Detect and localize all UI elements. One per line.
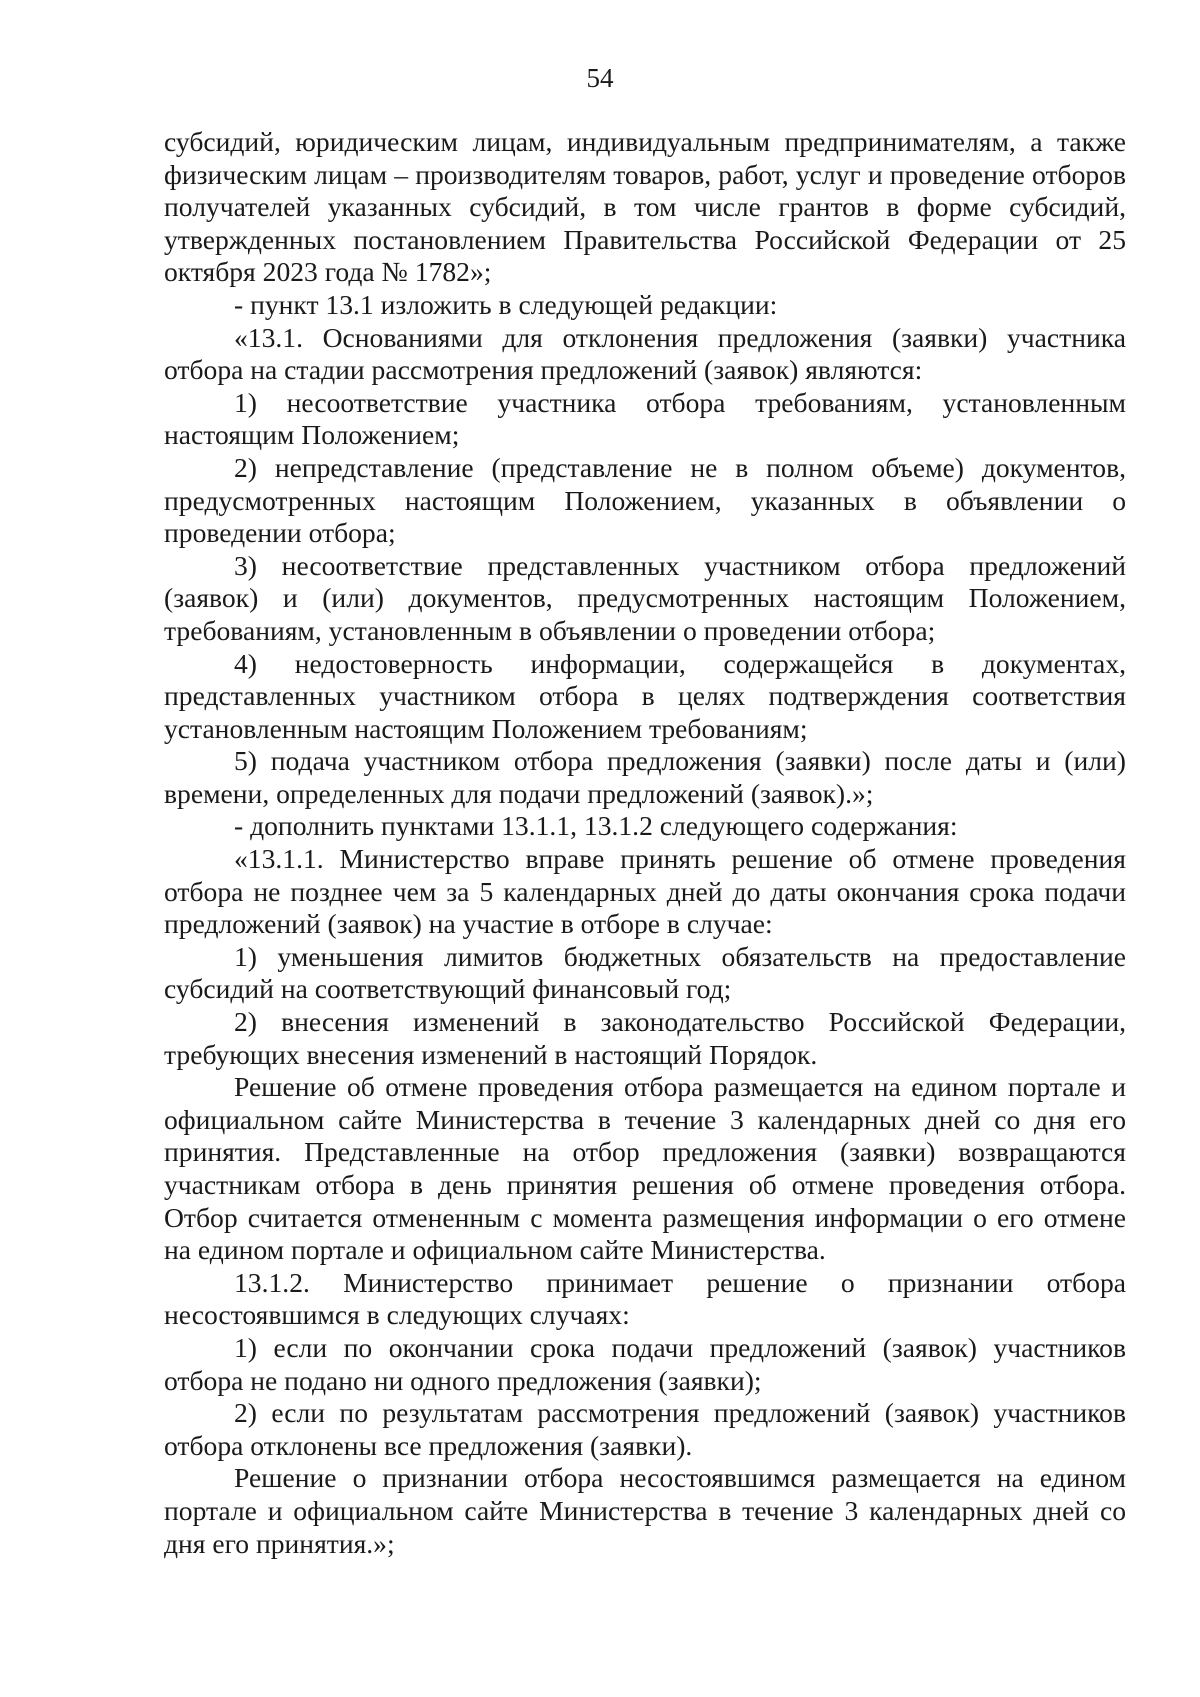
list-item: 1) если по окончании срока подачи предложений (заявок) участников отбора не подано ни одного предложения (заявки); (164, 1331, 1126, 1396)
list-item: 2) внесения изменений в законодательство Российской Федерации, требующих внесения изменений в настоящий Порядок. (164, 1006, 1126, 1070)
paragraph: Решение об отмене проведения отбора размещается на едином портале и официальном сайте Министерства в течение 3 календарных дней со дня его принятия. Представленные на отбор предложения (заявки) возвращаются участникам отбора в день принятия решения об отмене проведения отбора. Отбор считается отмененным с момента размещения информации о его отмене на едином портале и официальном сайте Министерства. (164, 1071, 1126, 1266)
page-number: 54 (586, 63, 614, 93)
list-item: 2) если по результатам рассмотрения предложений (заявок) участников отбора отклонены все предложения (заявки). (164, 1397, 1126, 1461)
paragraph: «13.1. Основаниями для отклонения предложения (заявки) участника отбора на стадии рассмотрения предложений (заявок) являются: (164, 321, 1126, 386)
paragraph: Решение о признании отбора несостоявшимся размещается на едином портале и официальном сайте Министерства в течение 3 календарных дней со дня его принятия.»; (164, 1462, 1126, 1559)
list-item: 2) непредставление (представление не в полном объеме) документов, предусмотренных настоящим Положением, указанных в объявлении о проведении отбора; (164, 451, 1126, 549)
paragraph: - пункт 13.1 изложить в следующей редакции: (234, 288, 778, 320)
paragraph: «13.1.1. Министерство вправе принять решение об отмене проведения отбора не позднее чем за 5 календарных дней до даты окончания срока подачи предложений (заявок) на участие в отборе в случае: (164, 843, 1126, 940)
paragraph: субсидий, юридическим лицам, индивидуальным предпринимателям, а также физическим лицам – производителям товаров, работ, услуг и проведение отборов получателей указанных субсидий, в том числе грантов в форме субсидий, утвержденных постановлением Правительства Российской Федерации от 25 октября 2023 года № 1782»; (164, 126, 1126, 288)
list-item: 1) уменьшения лимитов бюджетных обязательств на предоставление субсидий на соответствующий финансовый год; (164, 940, 1126, 1005)
paragraph: - дополнить пунктами 13.1.1, 13.1.2 следующего содержания: (234, 810, 958, 842)
list-item: 4) недостоверность информации, содержащейся в документах, представленных участником отбора в целях подтверждения соответствия установленным настоящим Положением требованиям; (164, 647, 1126, 744)
paragraph: 13.1.2. Министерство принимает решение о признании отбора несостоявшимся в следующих случаях: (164, 1266, 1126, 1331)
list-item: 3) несоответствие представленных участником отбора предложений (заявок) и (или) документов, предусмотренных настоящим Положением, требованиям, установленным в объявлении о проведении отбора; (164, 549, 1126, 646)
list-item: 5) подача участником отбора предложения (заявки) после даты и (или) времени, определенных для подачи предложений (заявок).»; (164, 745, 1126, 809)
document-body (164, 126, 1126, 1560)
list-item: 1) несоответствие участника отбора требованиям, установленным настоящим Положением; (164, 386, 1126, 451)
